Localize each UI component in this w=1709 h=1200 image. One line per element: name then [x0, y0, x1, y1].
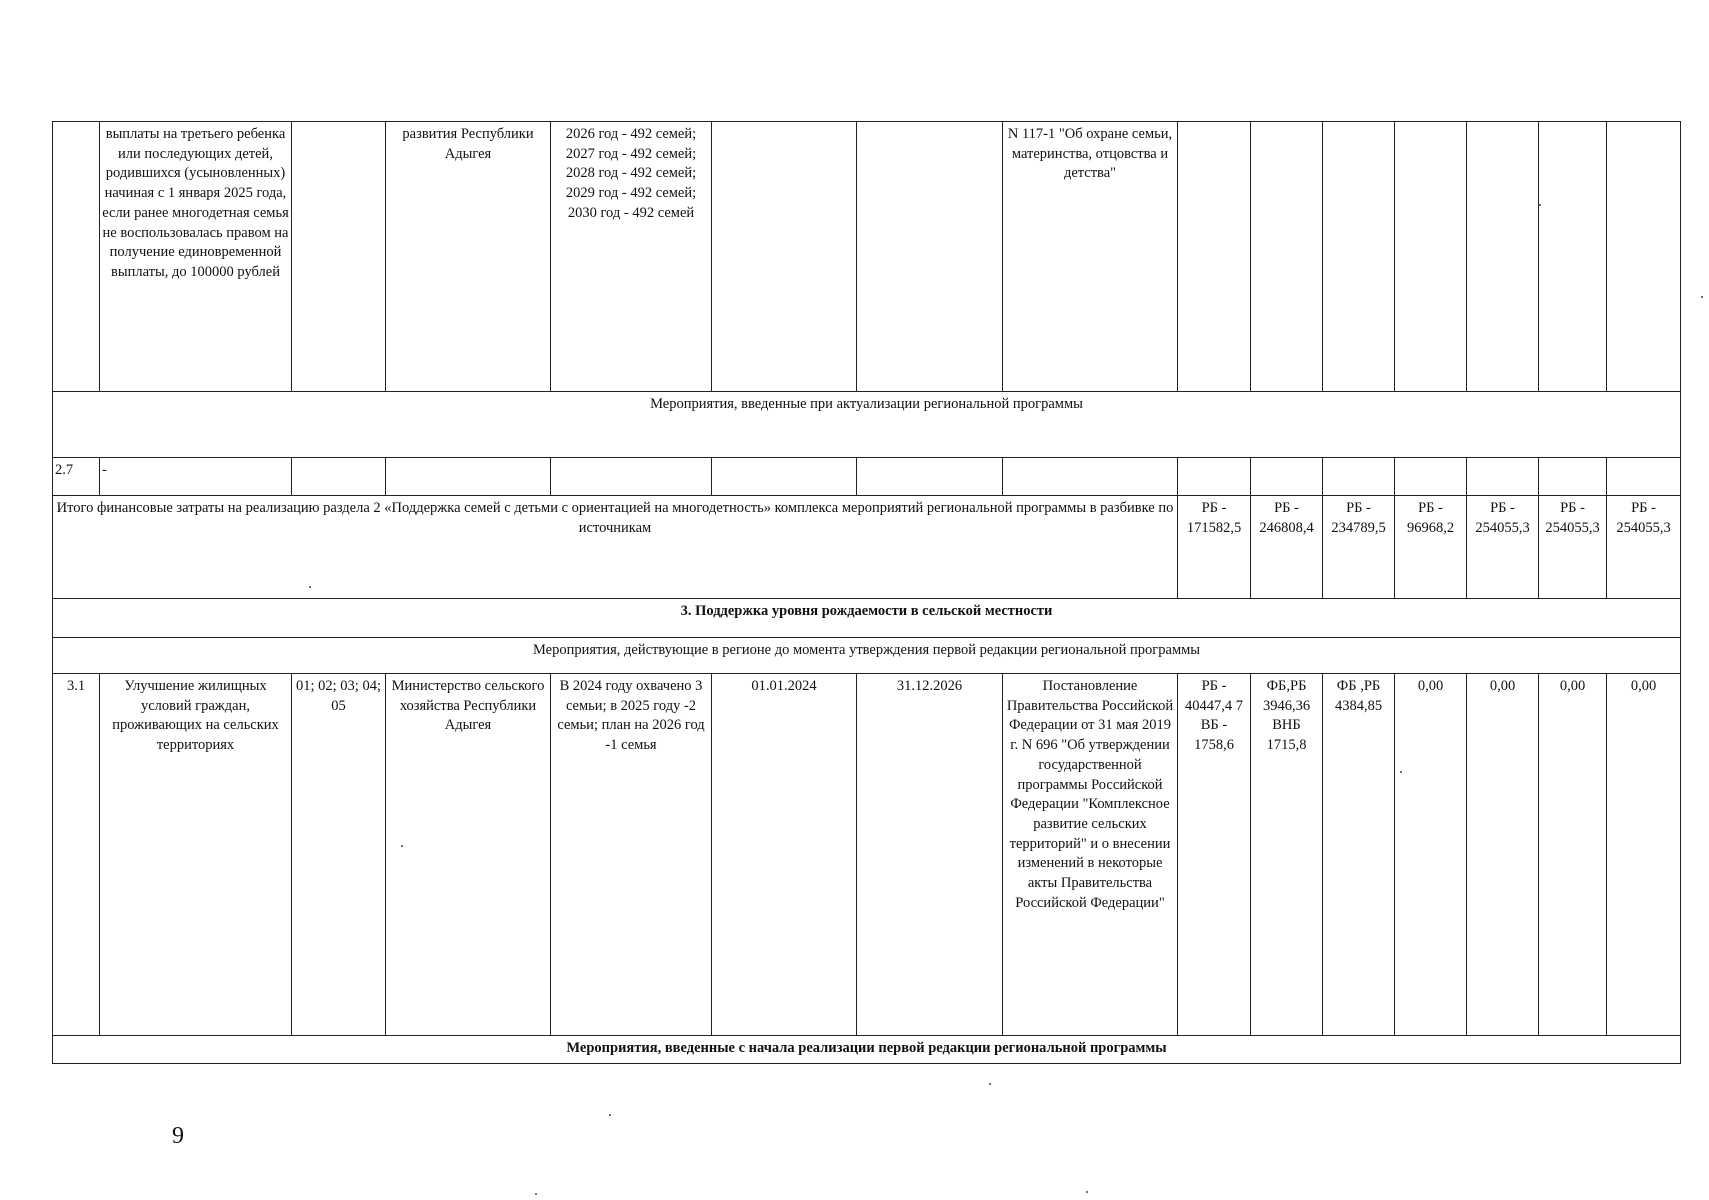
- cell-legal-basis: [1003, 458, 1178, 496]
- section-3-title-row: [53, 599, 1681, 638]
- cell-measure: выплаты на третьего ребенка или последующих детей, родившихся (усыновленных) начиная с 1 января 2025 года, если ранее многодетная семья не воспользовалась правом на получение единовременной выплаты, до 100000 рублей: [100, 122, 292, 392]
- cell-fin-2028: [1467, 458, 1539, 496]
- cell-legal-basis: N 117-1 "Об охране семьи, материнства, отцовства и детства": [1003, 122, 1178, 392]
- cell-start-date: [712, 122, 857, 392]
- cell-legal-basis: Постановление Правительства Российской Федерации от 31 мая 2019 г. N 696 "Об утверждении государственной программы Российской Федерации "Комплексное развитие сельских территорий" и о внесении изменений в некоторые акты Правительства Российской Федерации": [1003, 674, 1178, 1036]
- cell-end-date: [857, 458, 1003, 496]
- cell-end-date: [857, 122, 1003, 392]
- total-fin-2025: РБ - 246808,4: [1251, 496, 1323, 599]
- banner-actualization: Мероприятия, введенные при актуализации региональной программы: [53, 392, 1681, 458]
- cell-fin-2024: РБ - 40447,4 7 ВБ - 1758,6: [1178, 674, 1251, 1036]
- cell-indicator: В 2024 году охвачено 3 семьи; в 2025 году -2 семьи; план на 2026 год -1 семья: [551, 674, 712, 1036]
- cell-fin-2030: [1607, 458, 1681, 496]
- cell-start-date: [712, 458, 857, 496]
- cell-fin-2025: [1251, 122, 1323, 392]
- cell-fin-2028: 0,00: [1467, 674, 1539, 1036]
- cell-executor: Министерство сельского хозяйства Республики Адыгея: [386, 674, 551, 1036]
- cell-fin-2030: 0,00: [1607, 674, 1681, 1036]
- scan-speck: [989, 1083, 991, 1085]
- scan-speck: [1701, 296, 1703, 298]
- cell-start-date: 01.01.2024: [712, 674, 857, 1036]
- table-row-3-1: [53, 674, 1681, 1036]
- cell-number: [53, 122, 100, 392]
- cell-fin-2027: [1395, 458, 1467, 496]
- regional-program-table: [52, 121, 1681, 1064]
- cell-number: 3.1: [53, 674, 100, 1036]
- cell-executor: развития Республики Адыгея: [386, 122, 551, 392]
- total-fin-2029: РБ - 254055,3: [1539, 496, 1607, 599]
- section-3-title: 3. Поддержка уровня рождаемости в сельской местности: [53, 599, 1681, 638]
- total-fin-2030: РБ - 254055,3: [1607, 496, 1681, 599]
- table-row-2-7: [53, 458, 1681, 496]
- page-number: 9: [172, 1123, 184, 1149]
- cell-fin-2030: [1607, 122, 1681, 392]
- cell-fin-2025: ФБ,РБ 3946,36 ВНБ 1715,8: [1251, 674, 1323, 1036]
- cell-fin-2026: [1323, 122, 1395, 392]
- cell-fin-2027: [1395, 122, 1467, 392]
- total-fin-2024: РБ - 171582,5: [1178, 496, 1251, 599]
- scan-speck: [401, 845, 403, 847]
- cell-fin-2029: [1539, 122, 1607, 392]
- cell-codes: 01; 02; 03; 04; 05: [292, 674, 386, 1036]
- scan-speck: [1539, 204, 1541, 206]
- cell-measure: -: [100, 458, 292, 496]
- banner-row-before-first-edition: [53, 638, 1681, 674]
- scan-speck: [1086, 1191, 1088, 1193]
- banner-row-since-first-edition: [53, 1036, 1681, 1064]
- table-row-total-section-2: [53, 496, 1681, 599]
- cell-codes: [292, 458, 386, 496]
- cell-fin-2026: [1323, 458, 1395, 496]
- banner-before-first-edition: Мероприятия, действующие в регионе до момента утверждения первой редакции региональной программы: [53, 638, 1681, 674]
- cell-number: 2.7: [53, 458, 100, 496]
- cell-fin-2024: [1178, 458, 1251, 496]
- cell-executor: [386, 458, 551, 496]
- cell-fin-2029: [1539, 458, 1607, 496]
- cell-fin-2027: 0,00: [1395, 674, 1467, 1036]
- cell-measure: Улучшение жилищных условий граждан, проживающих на сельских территориях: [100, 674, 292, 1036]
- scan-speck: [609, 1114, 611, 1116]
- cell-end-date: 31.12.2026: [857, 674, 1003, 1036]
- total-fin-2026: РБ - 234789,5: [1323, 496, 1395, 599]
- cell-fin-2029: 0,00: [1539, 674, 1607, 1036]
- cell-fin-2025: [1251, 458, 1323, 496]
- banner-since-first-edition: Мероприятия, введенные с начала реализации первой редакции региональной программы: [53, 1036, 1681, 1064]
- cell-indicator: [551, 458, 712, 496]
- total-fin-2028: РБ - 254055,3: [1467, 496, 1539, 599]
- total-label: Итого финансовые затраты на реализацию раздела 2 «Поддержка семей с детьми с ориентацией на многодетность» комплекса мероприятий региональной программы в разбивке по источникам: [53, 496, 1178, 599]
- scan-speck: [535, 1193, 537, 1195]
- banner-row-actualization: [53, 392, 1681, 458]
- cell-fin-2024: [1178, 122, 1251, 392]
- scan-speck: [309, 586, 311, 588]
- program-table-sheet: [52, 121, 1681, 1064]
- cell-indicator: 2026 год - 492 семей; 2027 год - 492 семей; 2028 год - 492 семей; 2029 год - 492 семей; 2030 год - 492 семей: [551, 122, 712, 392]
- cell-fin-2026: ФБ ,РБ 4384,85: [1323, 674, 1395, 1036]
- table-row-continuation: [53, 122, 1681, 392]
- cell-fin-2028: [1467, 122, 1539, 392]
- total-fin-2027: РБ - 96968,2: [1395, 496, 1467, 599]
- scan-speck: [1400, 771, 1402, 773]
- cell-codes: [292, 122, 386, 392]
